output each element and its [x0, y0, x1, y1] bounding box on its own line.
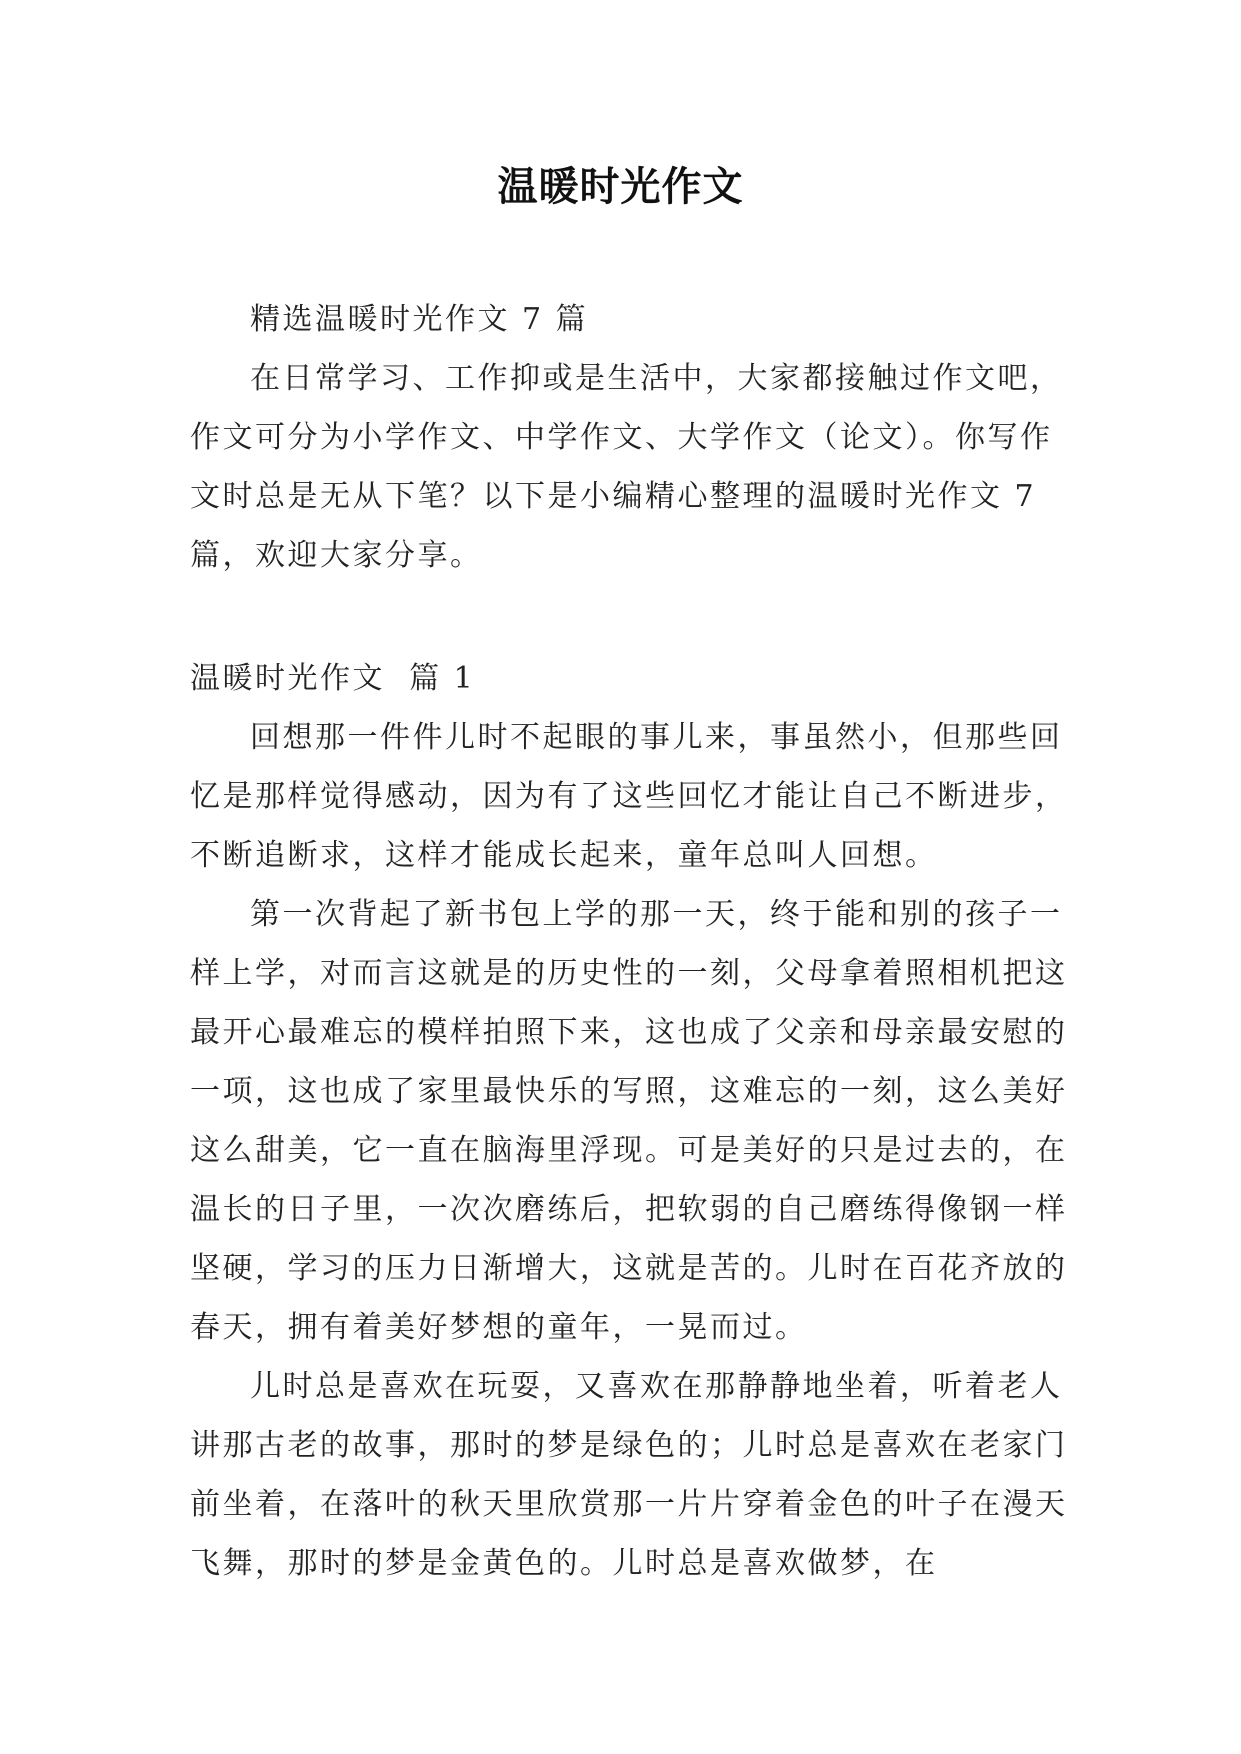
paragraph-1: 回想那一件件儿时不起眼的事儿来，事虽然小，但那些回忆是那样觉得感动，因为有了这些回忆才能让自己不断进步，不断追断求，这样才能成长起来，童年总叫人回想。 [190, 720, 1068, 873]
intro-paragraph: 在日常学习、工作抑或是生活中，大家都接触过作文吧，作文可分为小学作文、中学作文、大学作文（论文）。你写作文时总是无从下笔？以下是小编精心整理的温暖时光作文 7 篇，欢迎大家分享。 [190, 361, 1063, 573]
paragraph-2: 第一次背起了新书包上学的那一天，终于能和别的孩子一样上学，对而言这就是的历史性的一刻，父母拿着照相机把这最开心最难忘的模样拍照下来，这也成了父亲和母亲最安慰的一项，这也成了家里最快乐的写照，这难忘的一刻，这么美好这么甜美，它一直在脑海里浮现。可是美好的只是过去的，在温长的日子里，一次次磨练后，把软弱的自己磨练得像钢一样坚硬，学习的压力日渐增大，这就是苦的。儿时在百花齐放的春天，拥有着美好梦想的童年，一晃而过。 [190, 897, 1068, 1345]
section-heading: 温暖时光作文 篇 1 [190, 661, 476, 696]
document-body [190, 290, 1072, 1593]
subtitle: 精选温暖时光作文 7 篇 [250, 302, 589, 337]
paragraph-3: 儿时总是喜欢在玩耍，又喜欢在那静静地坐着，听着老人讲那古老的故事，那时的梦是绿色的；儿时总是喜欢在老家门前坐着，在落叶的秋天里欣赏那一片片穿着金色的叶子在漫天飞舞，那时的梦是金黄色的。儿时总是喜欢做梦，在 [190, 1369, 1068, 1581]
document-title: 温暖时光作文 [497, 163, 744, 210]
